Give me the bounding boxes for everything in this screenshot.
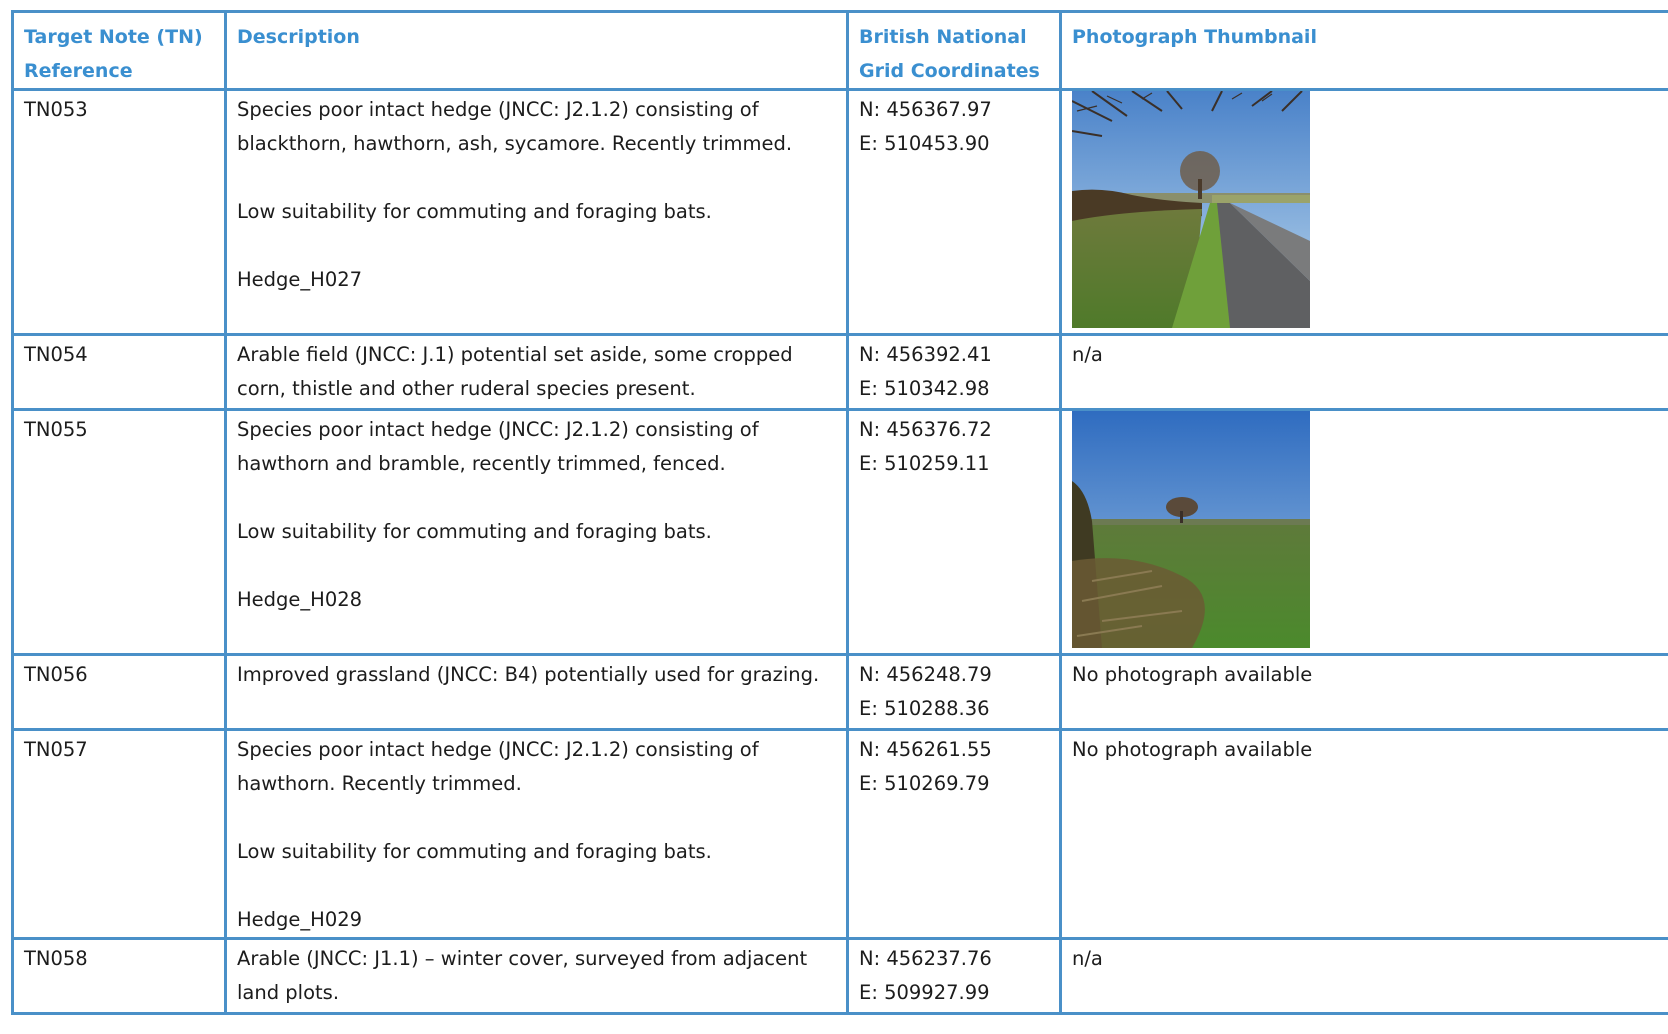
northing: N: 456367.97 (859, 98, 992, 121)
northing: N: 456376.72 (859, 418, 992, 441)
photo-unavailable-text: n/a (1072, 947, 1103, 970)
tn-photo-cell (1061, 90, 1668, 335)
hedge-id-text: Hedge_H027 (237, 268, 363, 291)
bat-suitability-text: Low suitability for commuting and foraging bats. (237, 200, 712, 223)
tn-photo-cell (1061, 335, 1668, 410)
tn-coordinates (848, 335, 1061, 410)
tn-photo-cell (1061, 655, 1668, 730)
photo-unavailable-text: No photograph available (1072, 663, 1313, 686)
description-text: Species poor intact hedge (JNCC: J2.1.2) consisting of blackthorn, hawthorn, ash, sycamore. Recently trimmed. (237, 98, 793, 155)
easting: E: 510288.36 (859, 697, 990, 720)
tn-photo-cell (1061, 730, 1668, 939)
easting: E: 510453.90 (859, 132, 990, 155)
table-row (13, 335, 1668, 410)
table-header-row (13, 12, 1668, 90)
description-text: Species poor intact hedge (JNCC: J2.1.2) consisting of hawthorn and bramble, recently trimmed, fenced. (237, 418, 759, 475)
tn-coordinates (848, 655, 1061, 730)
tn-photo-cell (1061, 939, 1668, 1014)
northing: N: 456237.76 (859, 947, 992, 970)
tn-description (226, 939, 848, 1014)
table-row (13, 90, 1668, 335)
tn-coordinates (848, 410, 1061, 655)
northing: N: 456392.41 (859, 343, 992, 366)
northing: N: 456248.79 (859, 663, 992, 686)
tn-description (226, 90, 848, 335)
tn-coordinates (848, 90, 1061, 335)
tn-description (226, 730, 848, 939)
table-row (13, 730, 1668, 939)
description-text: Arable (JNCC: J1.1) – winter cover, surveyed from adjacent land plots. (237, 947, 808, 1004)
photo-unavailable-text: n/a (1072, 343, 1103, 366)
tn-reference: TN057 (13, 730, 226, 939)
target-notes-sheet (11, 10, 1668, 1015)
description-text: Arable field (JNCC: J.1) potential set aside, some cropped corn, thistle and other ruderal species present. (237, 343, 793, 400)
easting: E: 510259.11 (859, 452, 990, 475)
bat-suitability-text: Low suitability for commuting and foraging bats. (237, 840, 712, 863)
easting: E: 510342.98 (859, 377, 990, 400)
hedge-id-text: Hedge_H029 (237, 908, 363, 931)
northing: N: 456261.55 (859, 738, 992, 761)
tn-coordinates (848, 939, 1061, 1014)
description-text: Species poor intact hedge (JNCC: J2.1.2) consisting of hawthorn. Recently trimmed. (237, 738, 759, 795)
tn-reference: TN055 (13, 410, 226, 655)
hedge-road-photo[interactable] (1072, 91, 1310, 328)
header-photograph: Photograph Thumbnail (1061, 12, 1668, 90)
easting: E: 510269.79 (859, 772, 990, 795)
tn-reference: TN054 (13, 335, 226, 410)
header-coordinates: British National Grid Coordinates (848, 12, 1061, 90)
photo-unavailable-text: No photograph available (1072, 738, 1313, 761)
tn-reference: TN056 (13, 655, 226, 730)
bat-suitability-text: Low suitability for commuting and foraging bats. (237, 520, 712, 543)
field-tree-photo[interactable] (1072, 411, 1310, 648)
description-text: Improved grassland (JNCC: B4) potentially used for grazing. (237, 663, 820, 686)
target-notes-table (11, 10, 1668, 1015)
tn-coordinates (848, 730, 1061, 939)
tn-description (226, 335, 848, 410)
tn-reference: TN058 (13, 939, 226, 1014)
hedge-id-text: Hedge_H028 (237, 588, 363, 611)
table-row (13, 410, 1668, 655)
header-reference: Target Note (TN) Reference (13, 12, 226, 90)
tn-photo-cell (1061, 410, 1668, 655)
easting: E: 509927.99 (859, 981, 990, 1004)
table-row (13, 939, 1668, 1014)
tn-description (226, 655, 848, 730)
tn-description (226, 410, 848, 655)
header-description: Description (226, 12, 848, 90)
table-row (13, 655, 1668, 730)
tn-reference: TN053 (13, 90, 226, 335)
